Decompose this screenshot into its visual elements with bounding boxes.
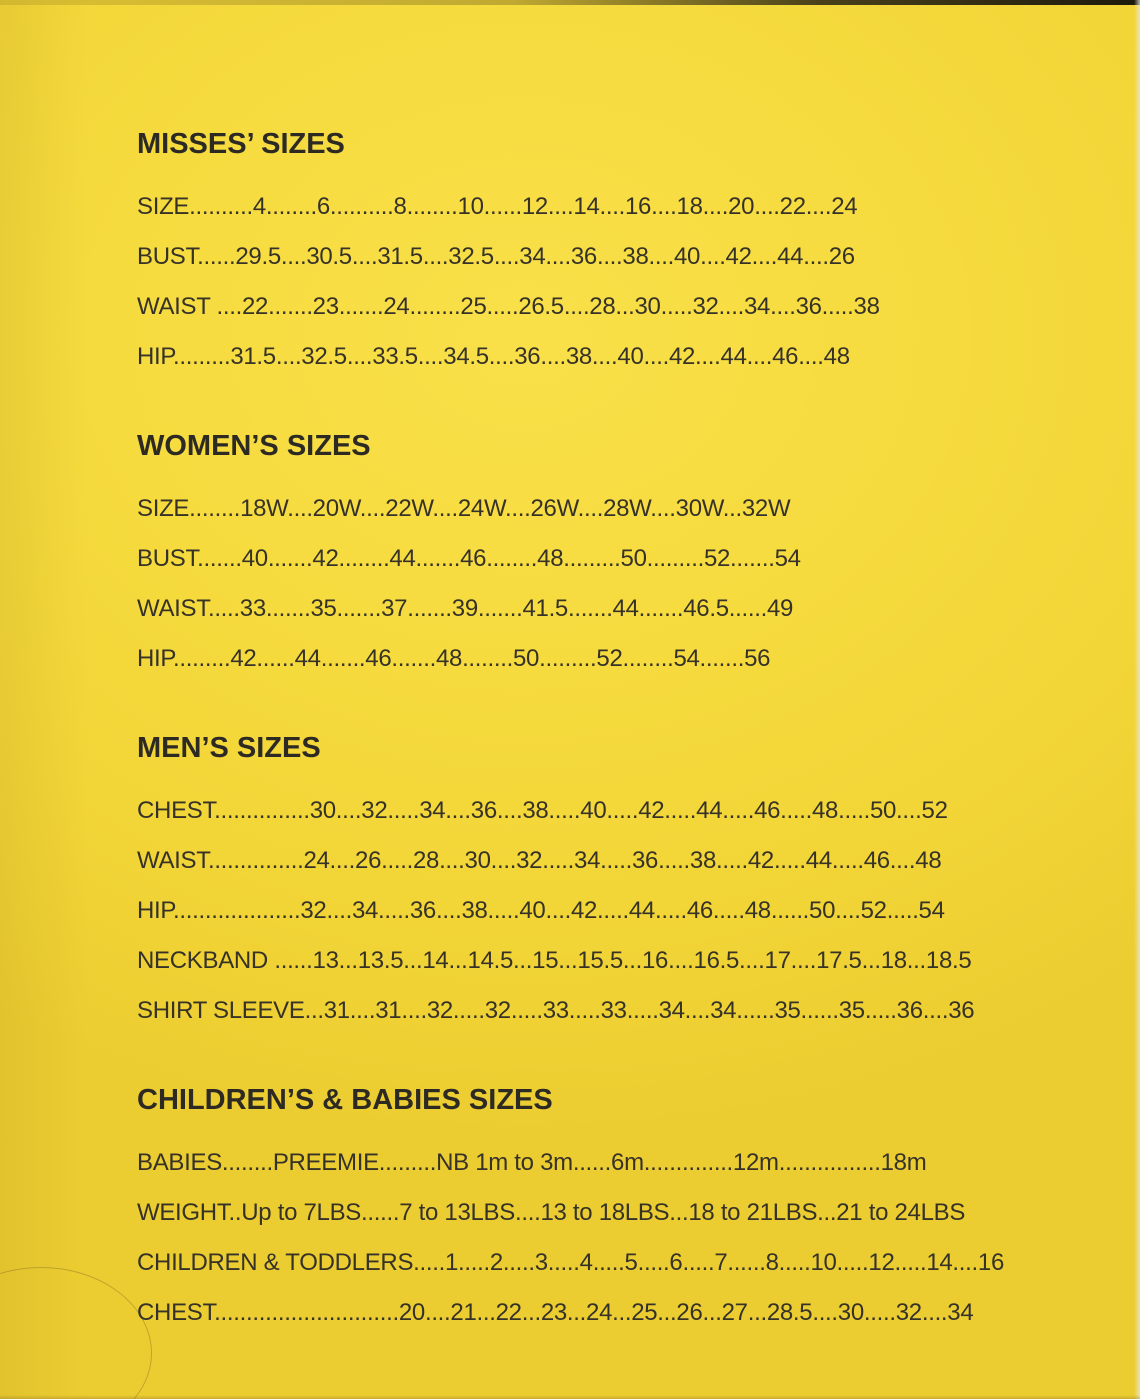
bust-row: BUST.......40.......42........44.......46........48.........50.........52.......54 bbox=[137, 545, 801, 572]
waist-row: WAIST...............24....26.....28....30....32.....34.....36.....38.....42.....44.....46....48 bbox=[137, 847, 942, 874]
scan-bottom-edge bbox=[0, 1395, 1140, 1399]
shirt-sleeve-row: SHIRT SLEEVE...31....31....32.....32.....33.....33.....34....34......35......35.....36....36 bbox=[137, 997, 975, 1024]
chest-row: CHEST...............30....32.....34....36....38.....40.....42.....44.....46.....48.....50....52 bbox=[137, 797, 948, 824]
babies-row: BABIES........PREEMIE.........NB 1m to 3m......6m..............12m................18m bbox=[137, 1149, 927, 1176]
scan-right-edge bbox=[1134, 0, 1140, 1399]
waist-row: WAIST ....22.......23.......24........25.....26.5....28...30.....32....34....36.....38 bbox=[137, 293, 880, 320]
section-mens-sizes bbox=[137, 730, 1110, 1036]
hip-row: HIP.........42......44.......46.......48........50.........52........54.......56 bbox=[137, 645, 771, 672]
chest-row: CHEST.............................20....21...22...23...24...25...26...27...28.5....30.....32....34 bbox=[137, 1299, 974, 1326]
size-row: SIZE..........4........6..........8........10......12....14....16....18....20....22....24 bbox=[137, 193, 858, 220]
children-toddlers-row: CHILDREN & TODDLERS.....1.....2.....3.....4.....5.....6.....7......8.....10.....12.....14....16 bbox=[137, 1249, 1004, 1276]
scan-left-shading bbox=[0, 0, 90, 1399]
section-title: MEN’S SIZES bbox=[137, 732, 321, 764]
hip-row: HIP.........31.5....32.5....33.5....34.5....36....38....40....42....44....46....48 bbox=[137, 343, 850, 370]
section-womens-sizes bbox=[137, 428, 1110, 684]
neckband-row: NECKBAND ......13...13.5...14...14.5...15...15.5...16....16.5....17....17.5...18...18.5 bbox=[137, 947, 972, 974]
size-chart-content bbox=[137, 126, 1110, 1384]
section-misses-sizes bbox=[137, 126, 1110, 382]
hip-row: HIP....................32....34.....36....38.....40....42.....44.....46.....48......50....52.....54 bbox=[137, 897, 945, 924]
paper-crease bbox=[0, 1267, 152, 1399]
section-title: WOMEN’S SIZES bbox=[137, 430, 371, 462]
section-title: CHILDREN’S & BABIES SIZES bbox=[137, 1084, 553, 1116]
waist-row: WAIST.....33.......35.......37.......39.......41.5.......44.......46.5......49 bbox=[137, 595, 794, 622]
section-title: MISSES’ SIZES bbox=[137, 128, 345, 160]
scan-top-edge bbox=[0, 0, 1140, 5]
section-childrens-babies-sizes bbox=[137, 1082, 1110, 1338]
bust-row: BUST......29.5....30.5....31.5....32.5....34....36....38....40....42....44....26 bbox=[137, 243, 855, 270]
weight-row: WEIGHT..Up to 7LBS......7 to 13LBS....13 to 18LBS...18 to 21LBS...21 to 24LBS bbox=[137, 1199, 966, 1226]
size-row: SIZE........18W....20W....22W....24W....26W....28W....30W...32W bbox=[137, 495, 791, 522]
